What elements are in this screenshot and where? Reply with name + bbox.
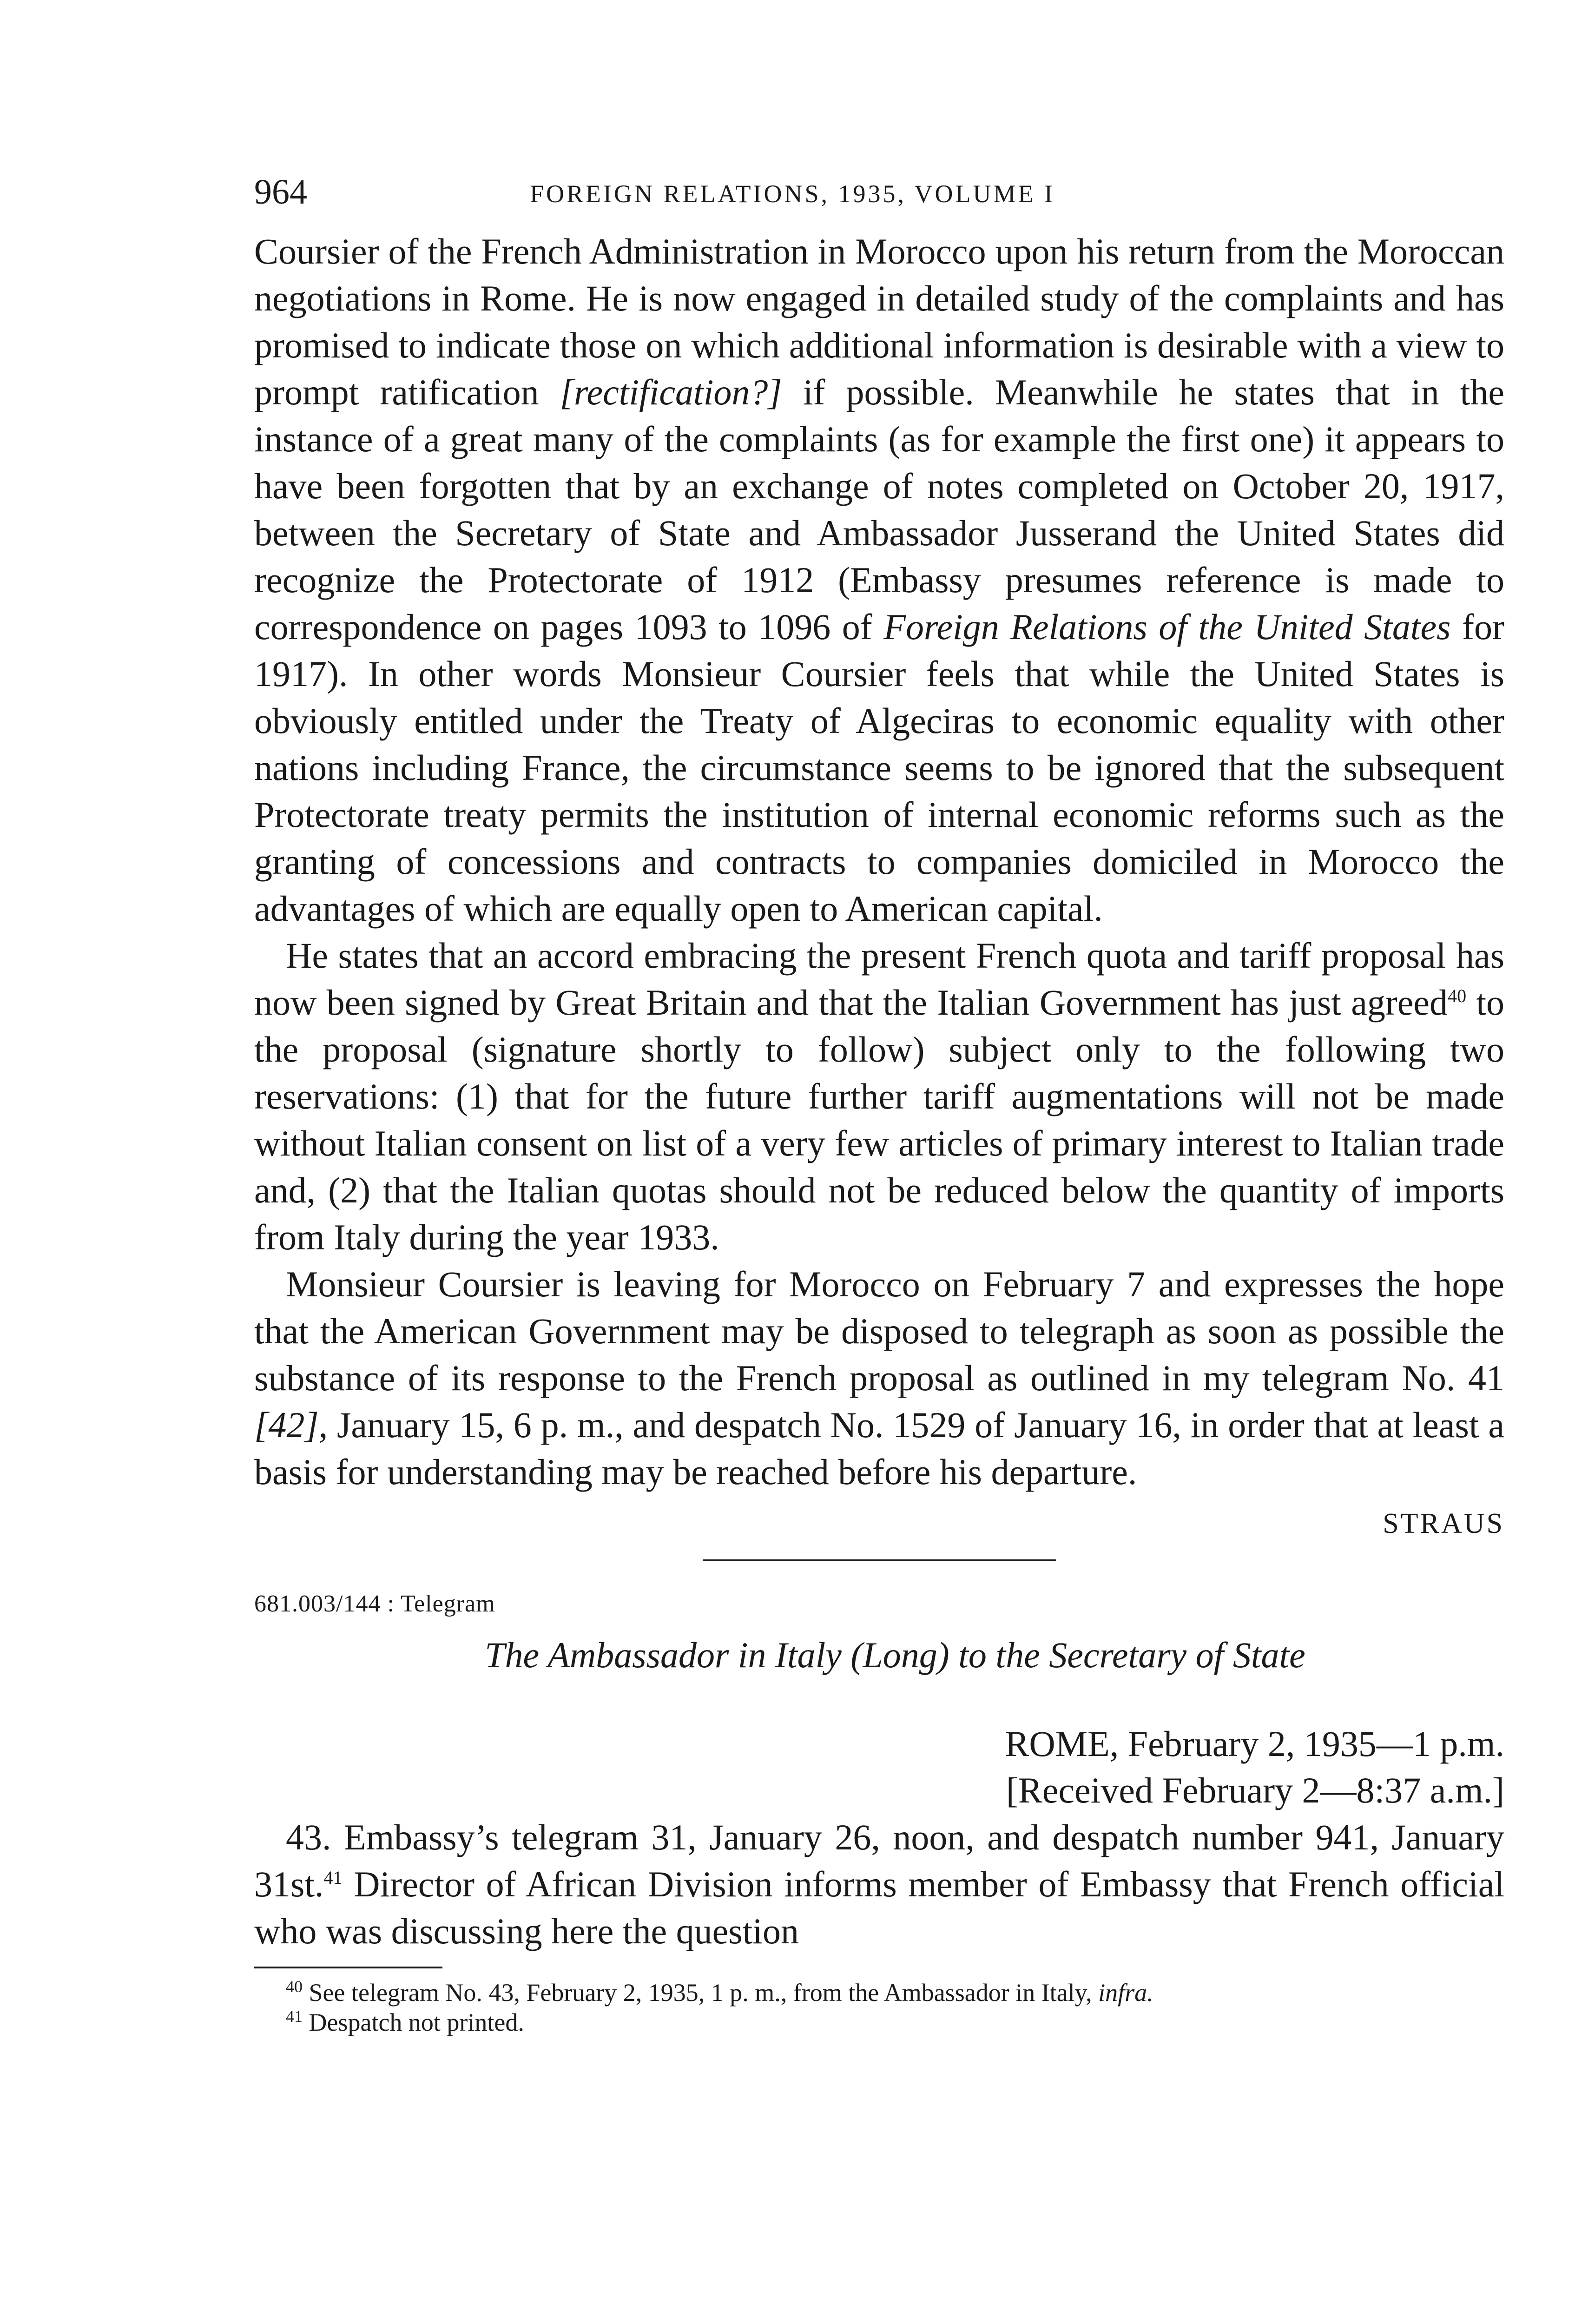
dateline-date: , February 2, 1935—1 p.m. (1109, 1723, 1504, 1764)
footnote-40: $^{40}$ See telegram No. 43, February 2, 1935, 1 p. m., from the Ambassador in Italy, infra. (286, 1977, 1153, 2007)
file-reference: 681.003/144 : Telegram (254, 1591, 495, 1617)
paragraph-continuation: Coursier of the French Administration in Morocco upon his return from the Moroccan negotiations in Rome. He is now engaged in detailed study of the complaints and has promised to indicate those on which additional information is desirable with a view to prompt ratification [rectification?] if possible. Meanwhile he states that in the instance of a great many of the complaints (as for example the first one) it appears to have been forgotten that by an exchange of notes completed on October 20, 1917, between the Secretary of State and Ambassador Jusserand the United States did recognize the Protectorate of 1912 (Embassy presumes reference is made to correspondence on pages 1093 to 1096 of Foreign Relations of the United States for 1917). In other words Monsieur Coursier feels that while the United States is obviously entitled under the Treaty of Algeciras to economic equality with other nations including France, the circumstance seems to be ignored that the subsequent Protectorate treaty permits the institution of internal economic reforms such as the granting of concessions and contracts to companies domiciled in Morocco the advantages of which are equally open to American capital. (254, 231, 1504, 929)
bracketed-correction: [42] (254, 1405, 319, 1445)
document-heading: The Ambassador in Italy (Long) to the Secretary of State (485, 1635, 1305, 1675)
document-page (254, 172, 1504, 2037)
running-title: FOREIGN RELATIONS, 1935, VOLUME I (530, 180, 1055, 208)
received-line: [Received February 2—8:37 a.m.] (1006, 1770, 1504, 1810)
section-divider (703, 1559, 1056, 1561)
paragraph-accord: He states that an accord embracing the present French quota and tariff proposal has now been signed by Great Britain and that the Italian Government has just agreed$^{40}$ to the proposal (signature shortly to follow) subject only to the following two reservations: (1) that for the future further tariff augmentations will not be made without Italian consent on list of a very few articles of primary interest to Italian trade and, (2) that the Italian quotas should not be reduced below the quantity of imports from Italy during the year 1933. (254, 935, 1505, 1257)
footnote-rule (254, 1967, 442, 1968)
publication-title: Foreign Relations of the United States (883, 607, 1451, 647)
signature: STRAUS (1383, 1508, 1504, 1539)
dateline-place: ROME (1005, 1723, 1110, 1764)
paragraph-departure: Monsieur Coursier is leaving for Morocco on February 7 and expresses the hope that the American Government may be disposed to telegraph as soon as possible the substance of its response to the French proposal as outlined in my telegram No. 41 [42], January 15, 6 p. m., and despatch No. 1529 of January 16, in order that at least a basis for understanding may be reached before his departure. (254, 1264, 1504, 1492)
footnote-41: $^{41}$ Despatch not printed. (286, 2007, 524, 2036)
footnote-ref-40: 40 (1448, 985, 1467, 1006)
footnote-ref-41: 41 (323, 1867, 343, 1888)
running-head (254, 172, 1504, 228)
telegram-body: 43. Embassy’s telegram 31, January 26, noon, and despatch number 941, January 31st.$^{41}$ Director of African Division informs member of Embassy that French official who was discussing here the question (254, 1817, 1504, 1951)
page-number: 964 (254, 172, 307, 211)
bracketed-correction: [rectification?] (560, 372, 782, 412)
dateline (254, 1721, 1504, 1767)
